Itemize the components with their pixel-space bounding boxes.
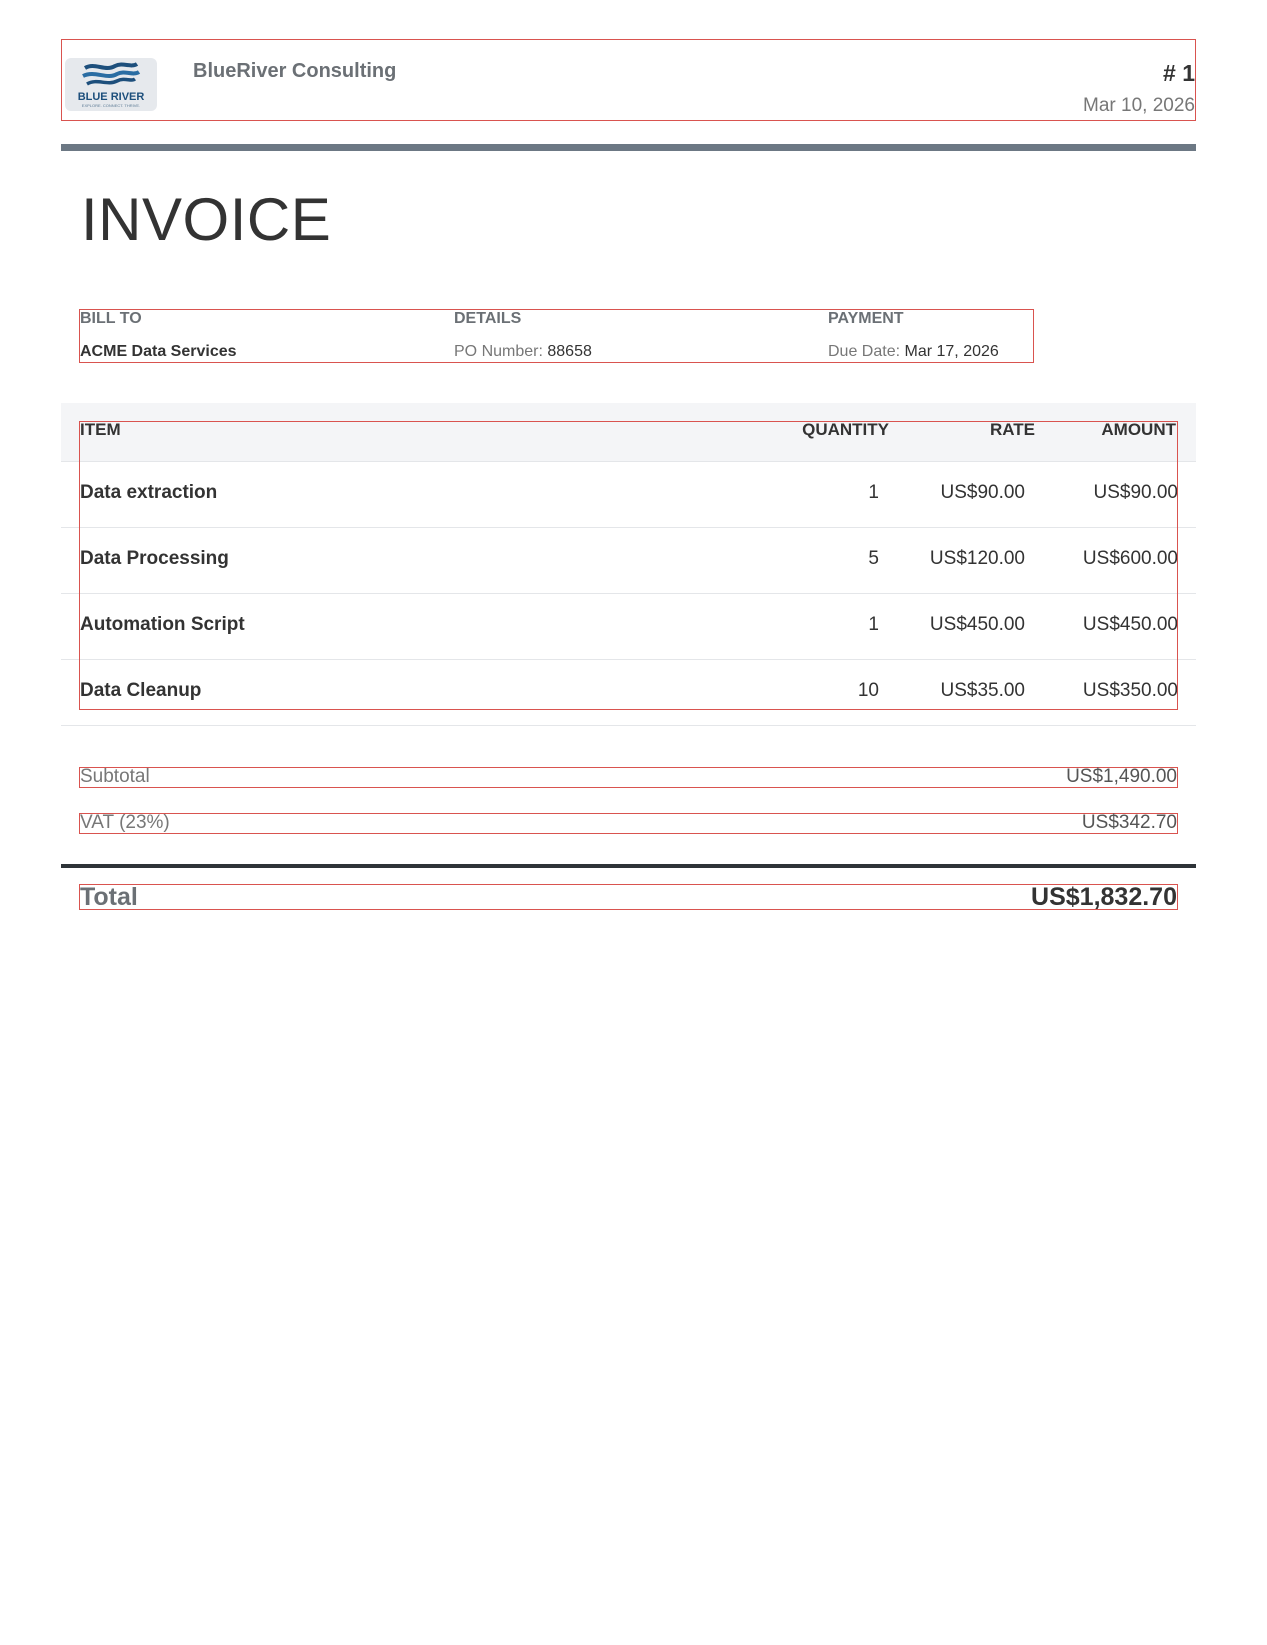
column-header-item: ITEM <box>80 420 121 439</box>
bill-to-name: ACME Data Services <box>80 343 237 360</box>
subtotal-label: Subtotal <box>80 766 150 787</box>
row-rate: US$450.00 <box>929 614 1025 635</box>
company-name: BlueRiver Consulting <box>193 60 397 82</box>
row-amount: US$350.00 <box>1082 680 1178 701</box>
vat-value: US$342.70 <box>1081 812 1177 833</box>
column-header-rate: RATE <box>989 420 1035 439</box>
header-divider <box>61 144 1196 151</box>
row-item-name: Data extraction <box>80 482 218 503</box>
total-divider <box>61 864 1196 868</box>
row-amount: US$450.00 <box>1082 614 1178 635</box>
row-item-name: Automation Script <box>80 614 245 635</box>
total-row <box>79 884 1178 910</box>
row-item-name: Data Processing <box>80 548 229 569</box>
vat-label: VAT (23%) <box>80 812 170 833</box>
total-value: US$1,832.70 <box>1031 883 1177 911</box>
details-heading: DETAILS <box>454 310 522 327</box>
row-item-name: Data Cleanup <box>80 680 202 701</box>
due-date <box>828 343 999 361</box>
page-title: INVOICE <box>81 186 332 253</box>
bill-to-heading: BILL TO <box>80 310 142 327</box>
vat-row <box>79 813 1178 834</box>
company-logo <box>65 58 157 111</box>
logo-tagline: EXPLORE. CONNECT. THRIVE. <box>81 103 141 108</box>
column-header-amount: AMOUNT <box>1101 420 1176 439</box>
invoice-meta <box>79 309 1034 363</box>
po-number <box>454 343 592 361</box>
row-quantity: 1 <box>868 482 879 503</box>
row-quantity: 10 <box>857 680 879 701</box>
wave-logo-icon <box>65 58 157 111</box>
column-header-quantity: QUANTITY <box>802 420 889 439</box>
row-amount: US$90.00 <box>1093 482 1178 503</box>
payment-heading: PAYMENT <box>828 310 904 327</box>
po-number-label: PO Number: <box>454 343 543 360</box>
row-quantity: 1 <box>868 614 879 635</box>
invoice-number: # 1 <box>1163 60 1195 86</box>
row-quantity: 5 <box>868 548 879 569</box>
row-rate: US$90.00 <box>940 482 1025 503</box>
logo-text: BLUE RIVER <box>77 91 145 103</box>
due-date-label: Due Date: <box>828 343 901 360</box>
due-date-value: Mar 17, 2026 <box>904 343 999 360</box>
subtotal-value: US$1,490.00 <box>1066 766 1177 787</box>
items-highlight-box <box>79 421 1178 710</box>
invoice-header <box>61 39 1196 121</box>
row-rate: US$120.00 <box>929 548 1025 569</box>
row-rate: US$35.00 <box>940 680 1025 701</box>
total-label: Total <box>80 883 138 911</box>
invoice-date: Mar 10, 2026 <box>1083 95 1195 116</box>
subtotal-row <box>79 767 1178 788</box>
row-amount: US$600.00 <box>1082 548 1178 569</box>
po-number-value: 88658 <box>547 343 592 360</box>
